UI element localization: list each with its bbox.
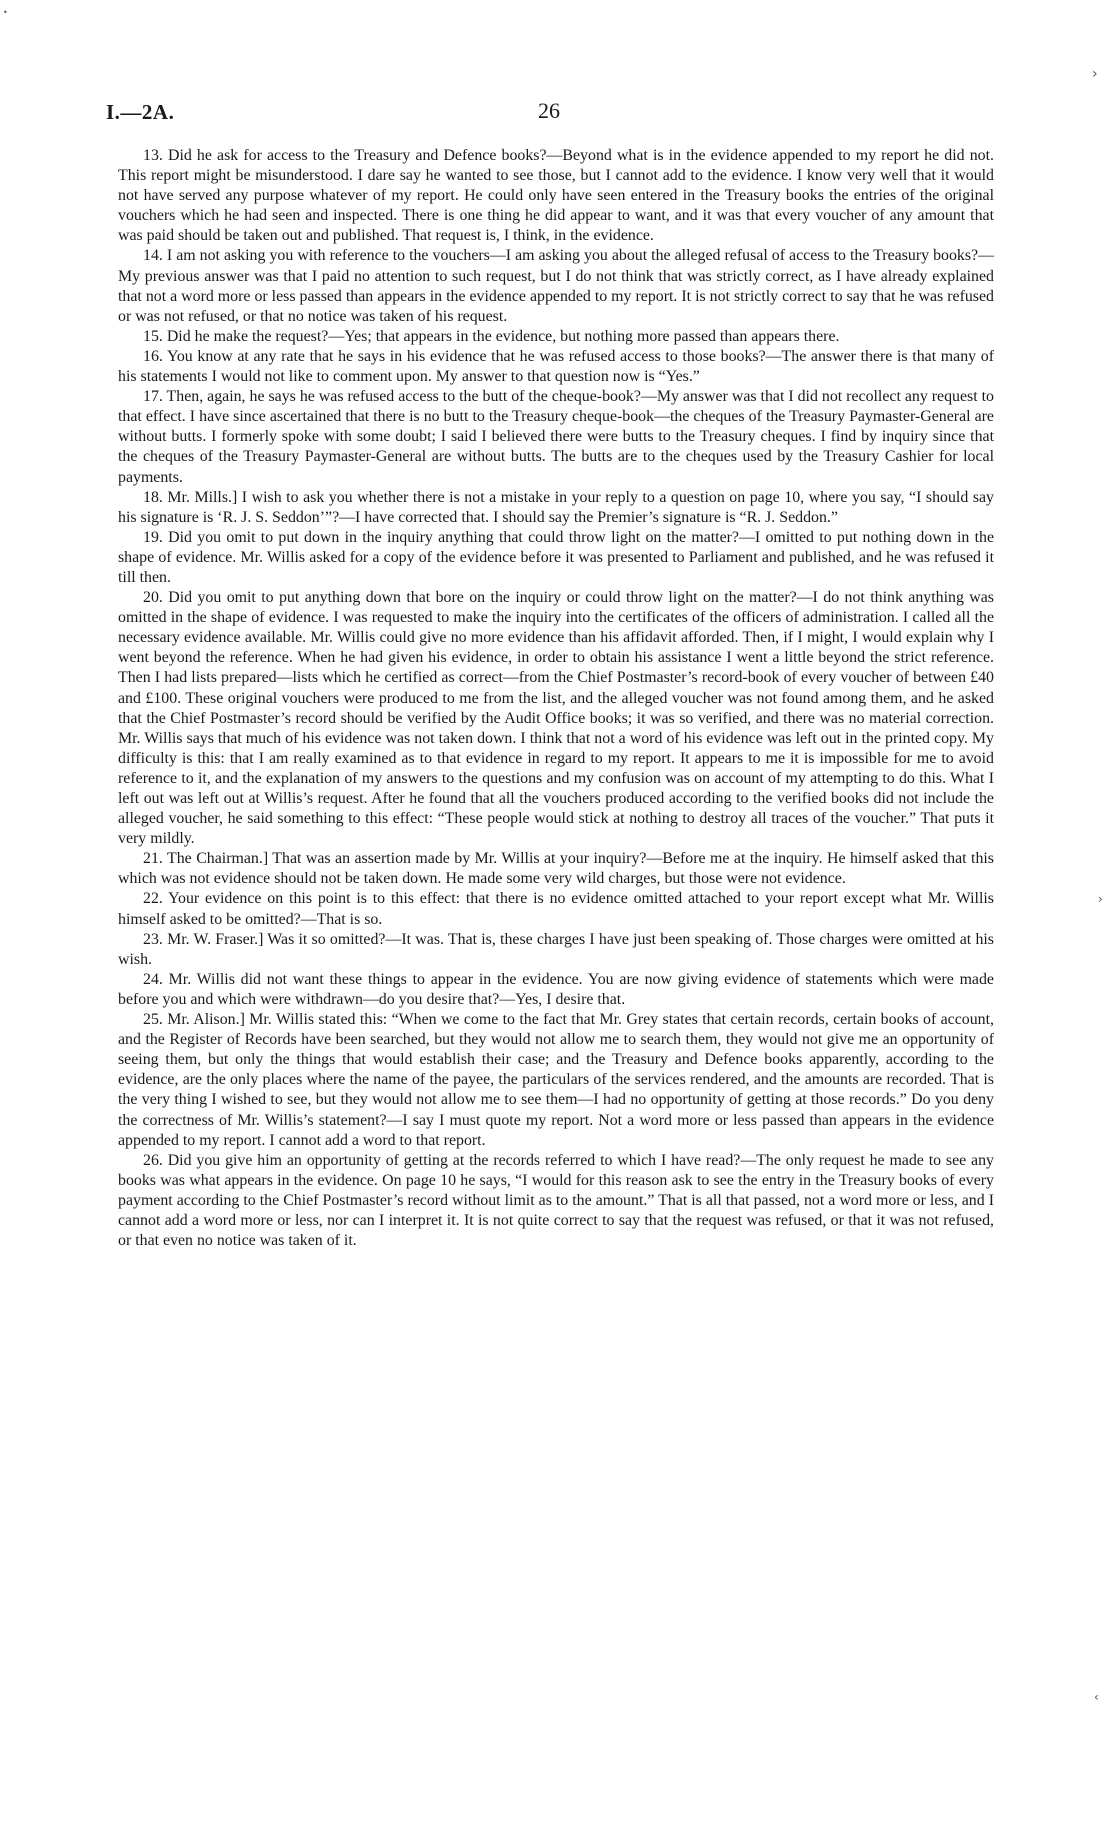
question-14: 14. I am not asking you with reference to the vouchers—I am asking you about the alleged refusal of access to the Treasury books?—My previous answer was that I paid no attention to such request, but I do not think that was strictly correct, as I have already explained that not a word more or less passed than appears in the evidence appended to my report. It is not strictly correct to say that he was refused or was not refused, or that no notice was taken of his request. — [118, 247, 994, 325]
margin-dot-top-left: • — [3, 8, 8, 17]
page-header — [106, 98, 994, 140]
question-26: 26. Did you give him an opportunity of getting at the records referred to which I have read?—The only request he made to see any books was what appears in the evidence. On page 10 he says, “I would for this reason ask to see the entry in the Treasury books of every payment according to the Chief Postmaster’s record without limit as to the amount.” That is all that passed, not a word more or less, and I cannot add a word more or less, nor can I interpret it. It is not quite correct to say that the request was refused, or that it was not refused, or that even no notice was taken of it. — [118, 1151, 994, 1250]
question-15: 15. Did he make the request?—Yes; that appears in the evidence, but nothing more passed than appears there. — [143, 327, 840, 345]
margin-mark-right: › — [1098, 892, 1103, 906]
question-23: 23. Mr. W. Fraser.] Was it so omitted?—It was. That is, these charges I have just been speaking of. Those charges were omitted at his wish. — [118, 930, 994, 968]
question-19: 19. Did you omit to put down in the inquiry anything that could throw light on the matter?—I omitted to put nothing down in the shape of evidence. Mr. Willis asked for a copy of the evidence before it was presented to Parliament and published, and he was refused it till then. — [118, 528, 994, 586]
margin-mark-bottom-right: ‹ — [1094, 1690, 1099, 1704]
margin-mark-top-right: › — [1092, 66, 1098, 82]
question-18: 18. Mr. Mills.] I wish to ask you whether there is not a mistake in your reply to a question on page 10, where you say, “I should say his signature is ‘R. J. S. Seddon’”?—I have corrected that. I should say the Premier’s signature is “R. J. Seddon.” — [118, 488, 994, 526]
question-20: 20. Did you omit to put anything down that bore on the inquiry or could throw light on the matter?—I do not think anything was omitted in the shape of evidence. I was requested to make the inquiry into the certificates of the officers of administration. I called all the necessary evidence available. Mr. Willis could give no more evidence than his affidavit afforded. Then, if I might, I would explain why I went beyond the reference. When he had given his evidence, in order to obtain his assistance I went a little beyond the strict reference. Then I had lists prepared—lists which he certified as correct—from the Chief Postmaster’s record-book of every voucher of between £40 and £100. These original vouchers were produced to me from the list, and the alleged voucher was not found among them, and he asked that the Chief Postmaster’s record should be verified by the Audit Office books; it was so verified, and there was no material correction. Mr. Willis says that much of his evidence was not taken down. I think that not a word of his evidence was left out in the printed copy. My difficulty is this: that I am really examined as to that evidence in regard to my report. It appears to me it is impossible for me to avoid reference to it, and the explanation of my answers to the questions and my confusion was on account of my attempting to do this. What I left out was left out at Willis’s request. After he found that all the vouchers produced according to the verified books did not include the alleged voucher, he said something to this effect: “These people would stick at nothing to destroy all traces of the voucher.” That puts it very mildly. — [118, 589, 994, 848]
question-13: 13. Did he ask for access to the Treasury and Defence books?—Beyond what is in the evidence appended to my report he did not. This report might be misunderstood. I dare say he wanted to see those, but I cannot add to the evidence. I know very well that it would not have served any purpose whatever of my report. He could only have seen entered in the Treasury books the entries of the original vouchers which he had seen and inspected. There is one thing he did appear to want, and it was that every voucher of any amount that was paid should be taken out and published. That request is, I think, in the evidence. — [118, 147, 994, 245]
question-17: 17. Then, again, he says he was refused access to the butt of the cheque-book?—My answer was that I did not recollect any request to that effect. I have since ascertained that there is no butt to the Treasury cheque-book—the cheques of the Treasury Paymaster-General are without butts. I formerly spoke with some doubt; I said I believed there were butts to the Treasury cheques. I find by inquiry since that the cheques of the Treasury Paymaster-General are without butts. The butts are to the cheques used by the Treasury Cashier for local payments. — [118, 388, 994, 486]
question-24: 24. Mr. Willis did not want these things to appear in the evidence. You are now giving evidence of statements which were made before you and which were withdrawn—do you desire that?—Yes, I desire that. — [118, 970, 994, 1008]
question-22: 22. Your evidence on this point is to this effect: that there is no evidence omitted attached to your report except what Mr. Willis himself asked to be omitted?—That is so. — [118, 890, 994, 928]
page-number: 26 — [538, 98, 560, 123]
document-reference: I.—2A. — [106, 100, 175, 124]
document-body — [118, 146, 994, 1251]
question-21: 21. The Chairman.] That was an assertion made by Mr. Willis at your inquiry?—Before me at the inquiry. He himself asked that this which was not evidence should not be taken down. He made some very wild charges, but those were not evidence. — [118, 850, 994, 888]
question-25: 25. Mr. Alison.] Mr. Willis stated this: “When we come to the fact that Mr. Grey states that certain records, certain books of account, and the Register of Records have been searched, but they would not allow me to search them, they would not give me an opportunity of seeing them, but only the things that would establish their case; and the Treasury and Defence books apparently, according to the evidence, are the only places where the name of the payee, the particulars of the services rendered, and the amounts are recorded. That is the very thing I wished to see, but they would not allow me to see them—I had no opportunity of getting at those records.” Do you deny the correctness of Mr. Willis’s statement?—I say I must quote my report. Not a word more or less passed than appears in the evidence appended to my report. I cannot add a word to that report. — [118, 1011, 994, 1149]
question-16: 16. You know at any rate that he says in his evidence that he was refused access to those books?—The answer there is that many of his statements I would not like to comment upon. My answer to that question now is “Yes.” — [118, 347, 994, 386]
document-page — [106, 98, 994, 1251]
